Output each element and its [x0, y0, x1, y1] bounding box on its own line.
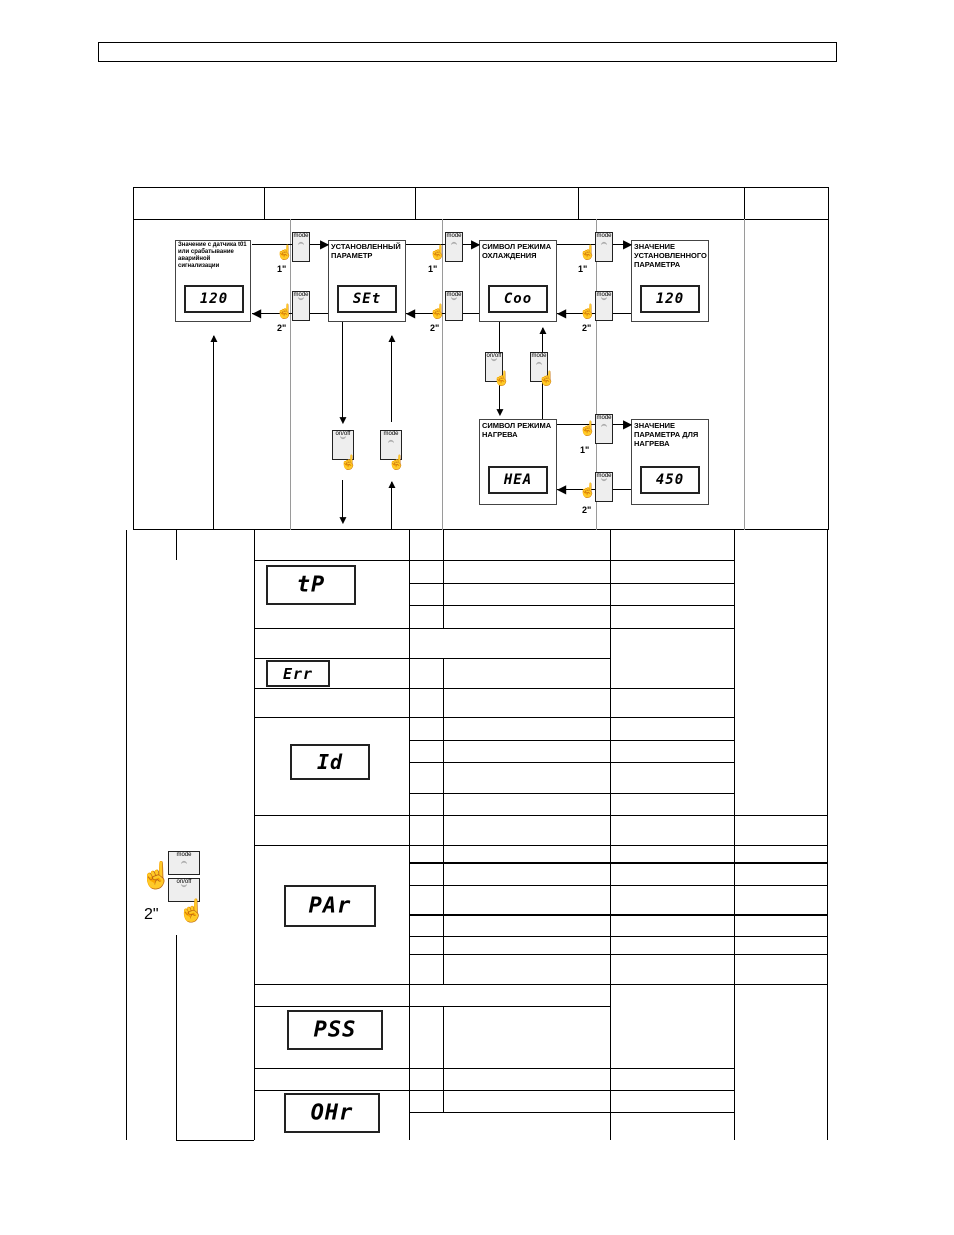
arrow-up-icon: ▲ — [537, 323, 549, 337]
arrow-up-icon: ▲ — [208, 331, 220, 345]
onoff-button[interactable]: on/off ︾ — [168, 878, 200, 902]
hand-icon: ☝ — [579, 244, 597, 260]
lcd-text: SEt — [352, 291, 382, 307]
node-heat-value-label: ЗНАЧЕНИЕ ПАРАМЕТРА ДЛЯ НАГРЕВА — [634, 421, 699, 448]
time-label: 1" — [578, 264, 588, 274]
lcd-ohr — [284, 1093, 380, 1133]
btn-label: on/off — [486, 353, 502, 359]
btn-label: on/off — [176, 879, 192, 885]
node-cool-value-label: ЗНАЧЕНИЕ УСТАНОВЛЕННОГО ПАРАМЕТРА — [634, 242, 707, 269]
hand-icon: ☝ — [579, 420, 597, 436]
time-label: 1" — [580, 445, 590, 455]
node-set — [328, 240, 406, 322]
hand-icon: ☝ — [140, 860, 173, 890]
lcd-text: PAr — [308, 893, 352, 919]
hand-icon: ☝ — [493, 370, 511, 386]
lcd-text: Err — [282, 664, 314, 683]
lcd-heat-value — [640, 466, 700, 494]
btn-label: mode — [383, 431, 399, 437]
node-cool-value — [631, 240, 709, 322]
arrow-up-icon: ▲ — [386, 477, 398, 491]
onoff-button[interactable]: mode ︾ — [595, 472, 613, 502]
hand-icon: ☝ — [579, 482, 597, 498]
mode-button[interactable]: mode ︽ — [595, 414, 613, 444]
lcd-text: PSS — [313, 1017, 357, 1043]
onoff-button[interactable]: on/off ︾ — [485, 352, 503, 382]
btn-label: mode — [596, 415, 612, 421]
time-label: 1" — [277, 264, 287, 274]
mode-button[interactable]: mode ︽ — [530, 352, 548, 382]
mode-button[interactable]: mode ︽ — [445, 232, 463, 262]
lcd-text: HEA — [503, 472, 533, 488]
arrow-right-icon: ▶ — [320, 237, 330, 251]
arrow-right-icon: ▶ — [471, 237, 481, 251]
hand-icon: ☝ — [388, 454, 406, 470]
lcd-err — [266, 660, 330, 687]
mode-button[interactable]: mode ︽ — [595, 232, 613, 262]
lcd-sensor — [184, 285, 244, 313]
arrow-down-icon: ▼ — [337, 413, 349, 427]
arrow-right-icon: ▶ — [623, 417, 633, 431]
node-set-label: УСТАНОВЛЕННЫЙ ПАРАМЕТР — [331, 242, 401, 260]
hand-icon: ☝ — [276, 244, 294, 260]
time-label: 2" — [582, 323, 592, 333]
arrow-left-icon: ◀ — [557, 482, 567, 496]
arrow-right-icon: ▶ — [623, 237, 633, 251]
arrow-left-icon: ◀ — [557, 306, 567, 320]
node-sensor — [175, 240, 251, 322]
hand-icon: ☝ — [276, 303, 294, 319]
btn-label: mode — [596, 473, 612, 479]
node-heat-value — [631, 419, 709, 505]
node-heat-label: СИМВОЛ РЕЖИМА НАГРЕВА — [482, 421, 552, 439]
time-label: 2" — [430, 323, 440, 333]
node-cool — [479, 240, 557, 322]
arrow-up-icon: ▲ — [386, 331, 398, 345]
hand-icon: ☝ — [429, 244, 447, 260]
btn-label: mode — [531, 353, 547, 359]
btn-label: mode — [596, 292, 612, 298]
lcd-text: tP — [296, 572, 326, 598]
time-label: 2" — [277, 323, 287, 333]
lcd-text: 450 — [655, 472, 685, 488]
onoff-button[interactable]: mode ︾ — [595, 291, 613, 321]
lcd-cool — [488, 285, 548, 313]
onoff-button[interactable]: mode ︾ — [292, 291, 310, 321]
btn-label: mode — [446, 233, 462, 239]
btn-label: mode — [293, 233, 309, 239]
lcd-set — [337, 285, 397, 313]
hand-icon: ☝ — [429, 303, 447, 319]
arrow-left-icon: ◀ — [406, 306, 416, 320]
hand-icon: ☝ — [178, 898, 206, 923]
mode-button[interactable]: mode ︽ — [292, 232, 310, 262]
node-heat — [479, 419, 557, 505]
lcd-pss — [287, 1010, 383, 1050]
onoff-button[interactable]: on/off ︾ — [332, 430, 354, 460]
arrow-left-icon: ◀ — [252, 306, 262, 320]
time-label: 1" — [428, 264, 438, 274]
lcd-cool-value — [640, 285, 700, 313]
lcd-text: OHr — [310, 1100, 354, 1126]
lcd-id — [290, 744, 370, 780]
btn-label: on/off — [335, 431, 351, 437]
lcd-text: Coo — [503, 291, 533, 307]
lcd-heat — [488, 466, 548, 494]
lcd-text: 120 — [655, 291, 685, 307]
arrow-down-icon: ▼ — [337, 513, 349, 527]
lcd-tp — [266, 565, 356, 605]
lcd-text: 120 — [199, 291, 229, 307]
time-label: 2" — [144, 906, 159, 923]
btn-label: mode — [446, 292, 462, 298]
hand-icon: ☝ — [579, 303, 597, 319]
btn-label: mode — [596, 233, 612, 239]
mode-button[interactable]: mode ︽ — [380, 430, 402, 460]
node-sensor-label: Значение с датчика t01 или срабатывание аварийной сигнализации — [178, 242, 247, 269]
btn-label: mode — [293, 292, 309, 298]
btn-label: mode — [176, 852, 192, 858]
lcd-par — [284, 885, 376, 927]
mode-button[interactable]: mode ︽ — [168, 851, 200, 875]
node-cool-label: СИМВОЛ РЕЖИМА ОХЛАЖДЕНИЯ — [482, 242, 552, 260]
hand-icon: ☝ — [538, 370, 556, 386]
time-label: 2" — [582, 505, 592, 515]
arrow-down-icon: ▼ — [494, 405, 506, 419]
onoff-button[interactable]: mode ︾ — [445, 291, 463, 321]
lcd-text: Id — [316, 750, 344, 774]
header-bar — [98, 42, 837, 62]
hand-icon: ☝ — [340, 454, 358, 470]
